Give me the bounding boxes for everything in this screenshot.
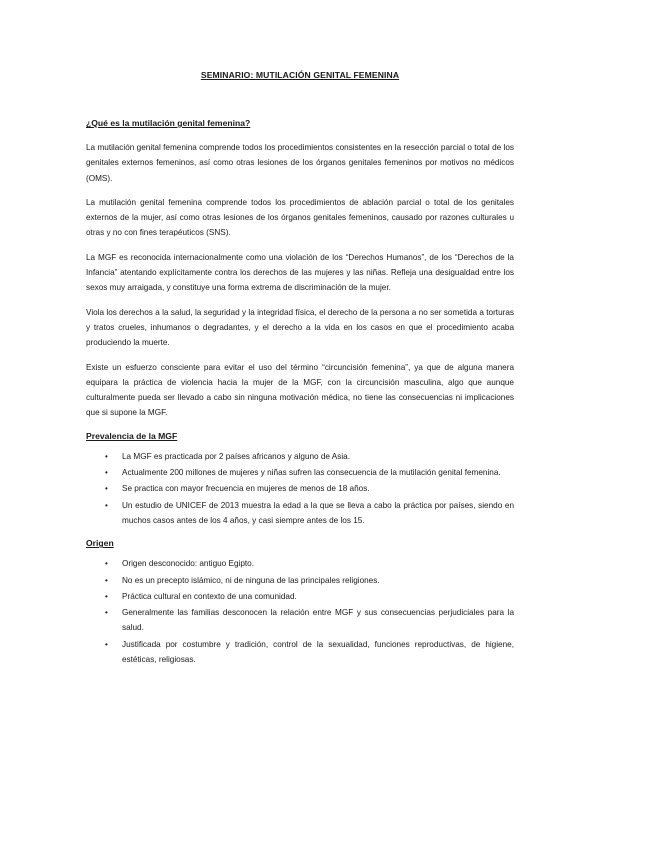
list-item bbox=[105, 481, 514, 496]
list-item bbox=[105, 556, 514, 571]
document-title: SEMINARIO: MUTILACIÓN GENITAL FEMENINA bbox=[200, 70, 400, 80]
bullet-icon: • bbox=[105, 591, 108, 601]
paragraph-violated-rights: Viola los derechos a la salud, la seguridad y la integridad física, el derecho de la persona a no ser sometida a torturas y tratos crueles, inhumanos o degradantes, y el derecho a la vida en los casos en que el procedimiento acaba produciendo la muerte. bbox=[86, 307, 514, 348]
list-item-text: No es un precepto islámico, ni de ninguna de las principales religiones. bbox=[122, 575, 380, 585]
paragraph-human-rights: La MGF es reconocida internacionalmente como una violación de los “Derechos Humanos”, de los “Derechos de la Infancia” atentando explícitamente contra los derechos de las mujeres y las niñas. Refleja una desigualdad entre los sexos muy arraigada, y constituye una forma extrema de discriminación de la mujer. bbox=[86, 252, 514, 293]
list-item-text: La MGF es practicada por 2 países africanos y alguno de Asia. bbox=[122, 451, 351, 461]
document-page bbox=[86, 70, 514, 673]
list-item-text: Un estudio de UNICEF de 2013 muestra la edad a la que se lleva a cabo la práctica por países, siendo en muchos casos antes de los 4 años, y casi siempre antes de los 15. bbox=[122, 500, 514, 525]
bullet-icon: • bbox=[105, 484, 108, 494]
bullet-icon: • bbox=[105, 575, 108, 585]
section-heading-origin: Origen bbox=[86, 538, 114, 549]
intro-heading: ¿Qué es la mutilación genital femenina? bbox=[86, 118, 251, 128]
list-item bbox=[105, 573, 514, 588]
bullet-icon: • bbox=[105, 608, 108, 618]
list-item-text: Práctica cultural en contexto de una comunidad. bbox=[122, 591, 297, 601]
list-item bbox=[105, 589, 514, 604]
section-heading-prevalence: Prevalencia de la MGF bbox=[86, 430, 178, 441]
bullet-icon: • bbox=[105, 500, 108, 510]
bullet-icon: • bbox=[105, 559, 108, 569]
list-item bbox=[105, 498, 514, 529]
list-item-text: Justificada por costumbre y tradición, control de la sexualidad, funciones reproductivas, de higiene, estéticas, religiosas. bbox=[122, 639, 514, 665]
bullet-icon: • bbox=[105, 468, 108, 478]
origin-list bbox=[86, 556, 514, 667]
bullet-icon: • bbox=[105, 451, 108, 461]
bullet-icon: • bbox=[105, 639, 108, 649]
list-item bbox=[105, 605, 514, 636]
list-item-text: Generalmente las familias desconocen la relación entre MGF y sus consecuencias perjudiciales para la salud. bbox=[122, 608, 514, 633]
list-item-text: Origen desconocido: antiguo Egipto. bbox=[122, 559, 254, 569]
list-item bbox=[105, 465, 514, 480]
list-item bbox=[105, 637, 514, 668]
list-item-text: Se practica con mayor frecuencia en mujeres de menos de 18 años. bbox=[122, 484, 370, 494]
list-item bbox=[105, 449, 514, 464]
paragraph-definition-oms: La mutilación genital femenina comprende todos los procedimientos consistentes en la resección parcial o total de los genitales externos femeninos, así como otras lesiones de los órganos genitales femeninos por motivos no médicos (OMS). bbox=[86, 143, 514, 183]
paragraph-terminology: Existe un esfuerzo consciente para evitar el uso del término “circuncisión femenina”, ya que de alguna manera equipara la práctica de violencia hacia la mujer de la MGF, con la circuncisión masculina, algo que aunque culturalmente pueda ser llevado a cabo sin ninguna motivación médica, no tiene las consecuencias ni implicaciones que si supone la MGF. bbox=[86, 362, 514, 418]
list-item-text: Actualmente 200 millones de mujeres y niñas sufren las consecuencia de la mutilación genital femenina. bbox=[122, 468, 501, 478]
prevalence-list bbox=[86, 449, 514, 528]
paragraph-definition-sns: La mutilación genital femenina comprende todos los procedimientos de ablación parcial o total de los genitales externos de la mujer, así como otras lesiones de los órganos genitales femeninos, causado por razones culturales u otras y no con fines terapéuticos (SNS). bbox=[86, 197, 514, 238]
